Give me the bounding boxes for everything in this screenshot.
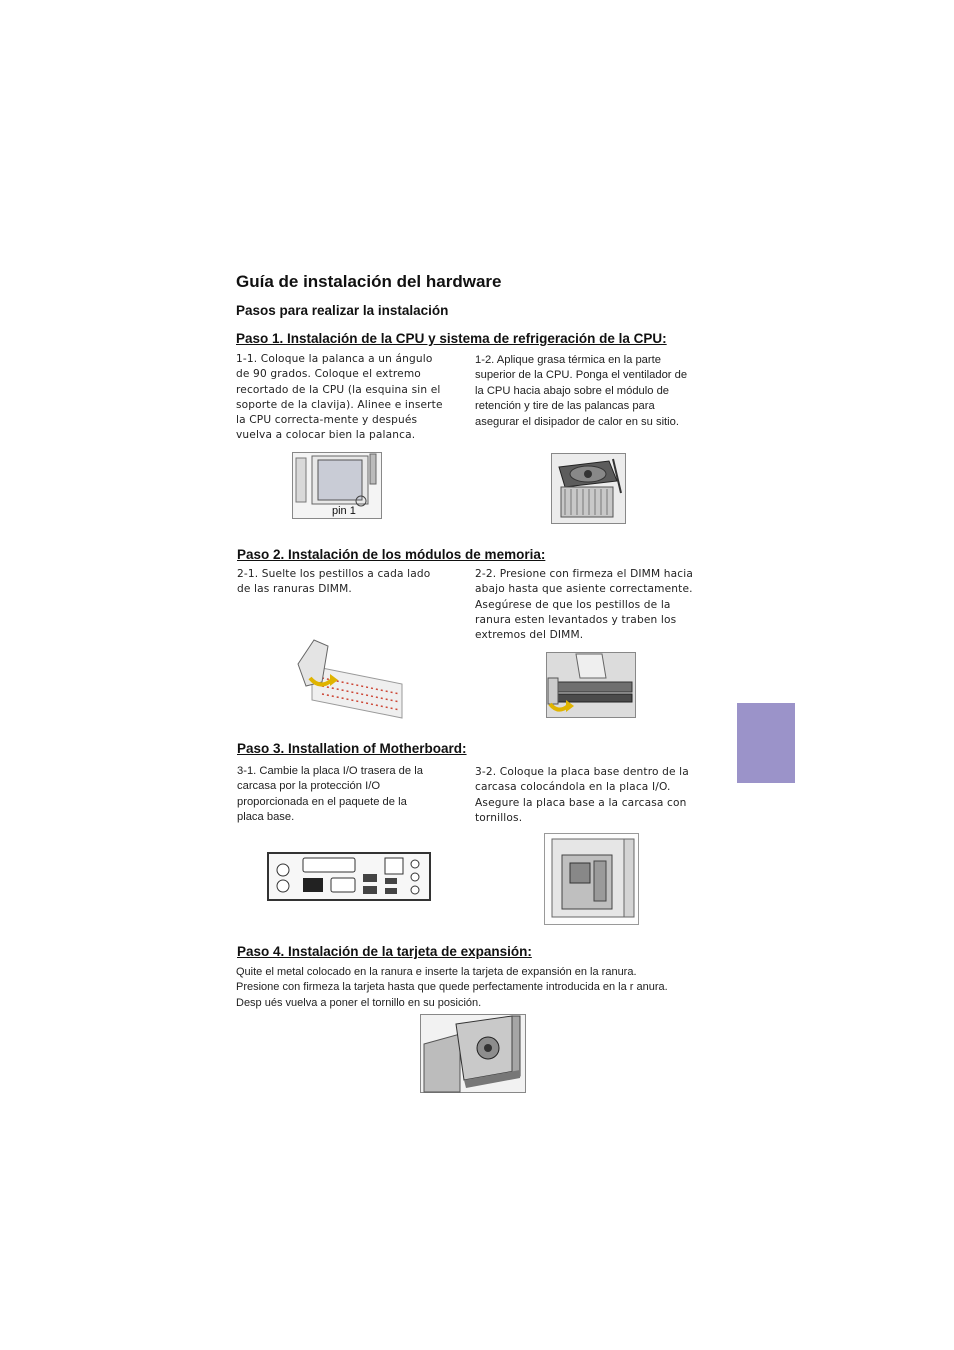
case-figure: [544, 833, 639, 925]
cpu-socket-figure: [292, 452, 382, 519]
page-title: Guía de instalación del hardware: [236, 272, 502, 291]
step-3-heading: Paso 3. Installation of Motherboard:: [237, 741, 467, 756]
dimm-latch-figure: [292, 638, 404, 720]
step-1-right-text: 1-2. Aplique grasa térmica en la parte superior de la CPU. Ponga el ventilador de la CPU hacia abajo sobre el módulo de retención y tire de las palancas para asegurar el disipador de calor en su sitio.: [475, 354, 688, 428]
step-3-left-text: 3-1. Cambie la placa I/O trasera de la carcasa por la protección I/O proporcionada en el paquete de la placa base.: [237, 765, 423, 824]
cpu-fan-figure: [551, 453, 626, 524]
chapter-side-tab: [737, 703, 795, 783]
step-2-left-text: 2-1. Suelte los pestillos a cada lado de las ranuras DIMM.: [237, 568, 431, 596]
io-shield-figure: [267, 852, 431, 901]
step-1-left-text: 1-1. Coloque la palanca a un ángulo de 90 grados. Coloque el extremo recortado de la CPU (la esquina sin el soporte de la clavija). Alinee e inserte la CPU correcta-mente y después vuelva a colocar bien la palanca.: [236, 353, 443, 442]
step-1-heading: Paso 1. Instalación de la CPU y sistema de refrigeración de la CPU:: [236, 331, 667, 346]
step-2-right-text: 2-2. Presione con firmeza el DIMM hacia abajo hasta que asiente correctamente. Asegúrese de que los pestillos de la ranura esten levantados y traben los extremos del DIMM.: [475, 568, 693, 642]
dimm-insert-figure: [546, 652, 636, 718]
expansion-card-figure: [420, 1014, 526, 1093]
step-2-heading: Paso 2. Instalación de los módulos de memoria:: [237, 547, 546, 562]
page-subtitle: Pasos para realizar la instalación: [236, 303, 449, 318]
step-4-heading: Paso 4. Instalación de la tarjeta de expansión:: [237, 944, 532, 959]
step-3-right-text: 3-2. Coloque la placa base dentro de la carcasa colocándola en la placa I/O. Asegure la placa base a la carcasa con tornillos.: [475, 766, 689, 824]
step-4-text: Quite el metal colocado en la ranura e inserte la tarjeta de expansión en la ranura. Presione con firmeza la tarjeta hasta que quede perfectamente introducida en la r anura. Desp ués vuelva a poner el tornillo en su posición.: [236, 966, 668, 1009]
pin-1-label: pin 1: [332, 505, 356, 517]
